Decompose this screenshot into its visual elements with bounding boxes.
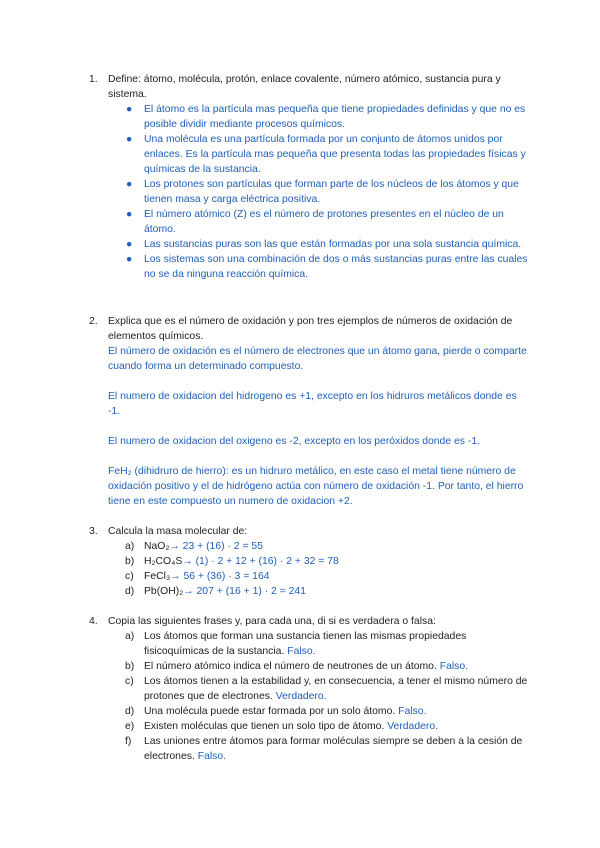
list-item: ● El número atómico (Z) es el número de protones presentes en el núcleo de un átomo. (126, 209, 504, 235)
answer: → 56 + (36) · 3 = 164 (170, 571, 270, 582)
list-item: f) Las uniones entre átomos para formar moléculas siempre se deben a la cesión de electrones. Falso. (125, 736, 523, 762)
statement-list (89, 629, 529, 764)
bullet-icon: ● (126, 179, 133, 190)
list-item: ● El átomo es la partícula mas pequeña que tiene propiedades definidas y que no es posible dividir mediante procesos químicos. (126, 104, 526, 130)
question-number: 4. (89, 616, 98, 627)
answer: → 207 + (16 + 1) · 2 = 241 (183, 586, 306, 597)
question-1 (89, 72, 529, 282)
answer: Verdadero. (387, 721, 439, 732)
list-item: c) FeCl₃→ 56 + (36) · 3 = 164 (125, 571, 270, 582)
answer-paragraph: El numero de oxidacion del oxigeno es -2, excepto en los peróxidos donde es -1. (108, 436, 480, 447)
bullet-icon: ● (126, 209, 133, 220)
question-text: Calcula la masa molecular de: (108, 526, 248, 537)
question-text: Copia las siguientes frases y, para cada una, di si es verdadera o falsa: (108, 616, 436, 627)
question-text: Define: átomo, molécula, protón, enlace covalente, número atómico, sustancia pura y sistema. (108, 74, 501, 100)
answer: Falso. (439, 661, 469, 672)
list-item: b) H₂CO₄S→ (1) · 2 + 12 + (16) · 2 + 32 = 78 (125, 556, 339, 567)
question-2 (89, 314, 529, 509)
question-number: 1. (89, 74, 98, 85)
definition-list (89, 102, 529, 282)
answer: Falso. (398, 706, 427, 717)
formula: Pb(OH)₂ (144, 586, 184, 597)
bullet-icon: ● (126, 254, 133, 265)
list-item: ● Los sistemas son una combinación de dos o más sustancias puras entre las cuales no se da ninguna reacción química. (126, 254, 528, 280)
list-item: ● Los protones son partículas que forman parte de los núcleos de los átomos y que tienen masa y carga eléctrica positiva. (126, 179, 519, 205)
answer-paragraph: FeH₂ (dihidruro de hierro): es un hidruro metálico, en este caso el metal tiene número de oxidación positivo y el de hidrógeno actúa con número de oxidación -1. Por tanto, el hierro tiene en este compuesto un numero de oxidacion +2. (108, 466, 524, 507)
statement: Una molécula puede estar formada por un solo átomo. (144, 706, 396, 717)
list-item: d) Pb(OH)₂→ 207 + (16 + 1) · 2 = 241 (125, 586, 306, 597)
question-number: 3. (89, 526, 98, 537)
list-item: a) NaO₂→ 23 + (16) · 2 = 55 (125, 541, 263, 552)
answer-paragraph: El numero de oxidacion del hidrogeno es +1, excepto en los hidruros metálicos donde es -1. (108, 391, 517, 417)
statement: Los átomos tienen a la estabilidad y, en consecuencia, a tener el mismo número de protones que de electrones. (144, 676, 528, 702)
statement: Las uniones entre átomos para formar moléculas siempre se deben a la cesión de electrones. (144, 736, 523, 762)
answer-paragraph: El número de oxidación es el número de electrones que un átomo gana, pierde o comparte cuando forma un determinado compuesto. (108, 346, 527, 372)
question-number: 2. (89, 316, 98, 327)
statement: El número atómico indica el número de neutrones de un átomo. (144, 661, 437, 672)
formula-list (89, 539, 529, 599)
statement: Los átomos que forman una sustancia tienen las mismas propiedades fisicoquímicas de la sustancia. (144, 631, 467, 657)
list-item: a) Los átomos que forman una sustancia tienen las mismas propiedades fisicoquímicas de la sustancia. Falso. (125, 631, 467, 657)
list-item: c) Los átomos tienen a la estabilidad y, en consecuencia, a tener el mismo número de protones que de electrones. Verdadero. (125, 676, 528, 702)
formula: NaO₂ (144, 541, 170, 552)
answer: → 23 + (16) · 2 = 55 (169, 541, 263, 552)
answer: → (1) · 2 + 12 + (16) · 2 + 32 = 78 (182, 556, 339, 567)
answer: Falso. (197, 751, 227, 762)
list-item: b) El número atómico indica el número de neutrones de un átomo. Falso. (125, 661, 469, 672)
question-3 (89, 524, 529, 599)
list-item: ● Una molécula es una partícula formada por un conjunto de átomos unidos por enlaces. Es la partícula mas pequeña que presenta todas las propiedades físicas y químicas de la sustancia. (126, 134, 526, 175)
list-item: e) Existen moléculas que tienen un solo tipo de átomo. Verdadero. (125, 721, 439, 732)
bullet-icon: ● (126, 239, 133, 250)
answer: Falso. (287, 646, 316, 657)
list-item: ● Las sustancias puras son las que están formadas por una sola sustancia química. (126, 239, 522, 250)
answer: Verdadero. (275, 691, 327, 702)
bullet-icon: ● (126, 134, 133, 145)
question-4 (89, 614, 529, 764)
formula: FeCl₃ (144, 571, 171, 582)
formula: H₂CO₄S (144, 556, 183, 567)
bullet-icon: ● (126, 104, 133, 115)
list-item: d) Una molécula puede estar formada por un solo átomo. Falso. (125, 706, 427, 717)
statement: Existen moléculas que tienen un solo tipo de átomo. (144, 721, 385, 732)
question-text: Explica que es el número de oxidación y pon tres ejemplos de números de oxidación de elementos químicos. (108, 316, 513, 342)
